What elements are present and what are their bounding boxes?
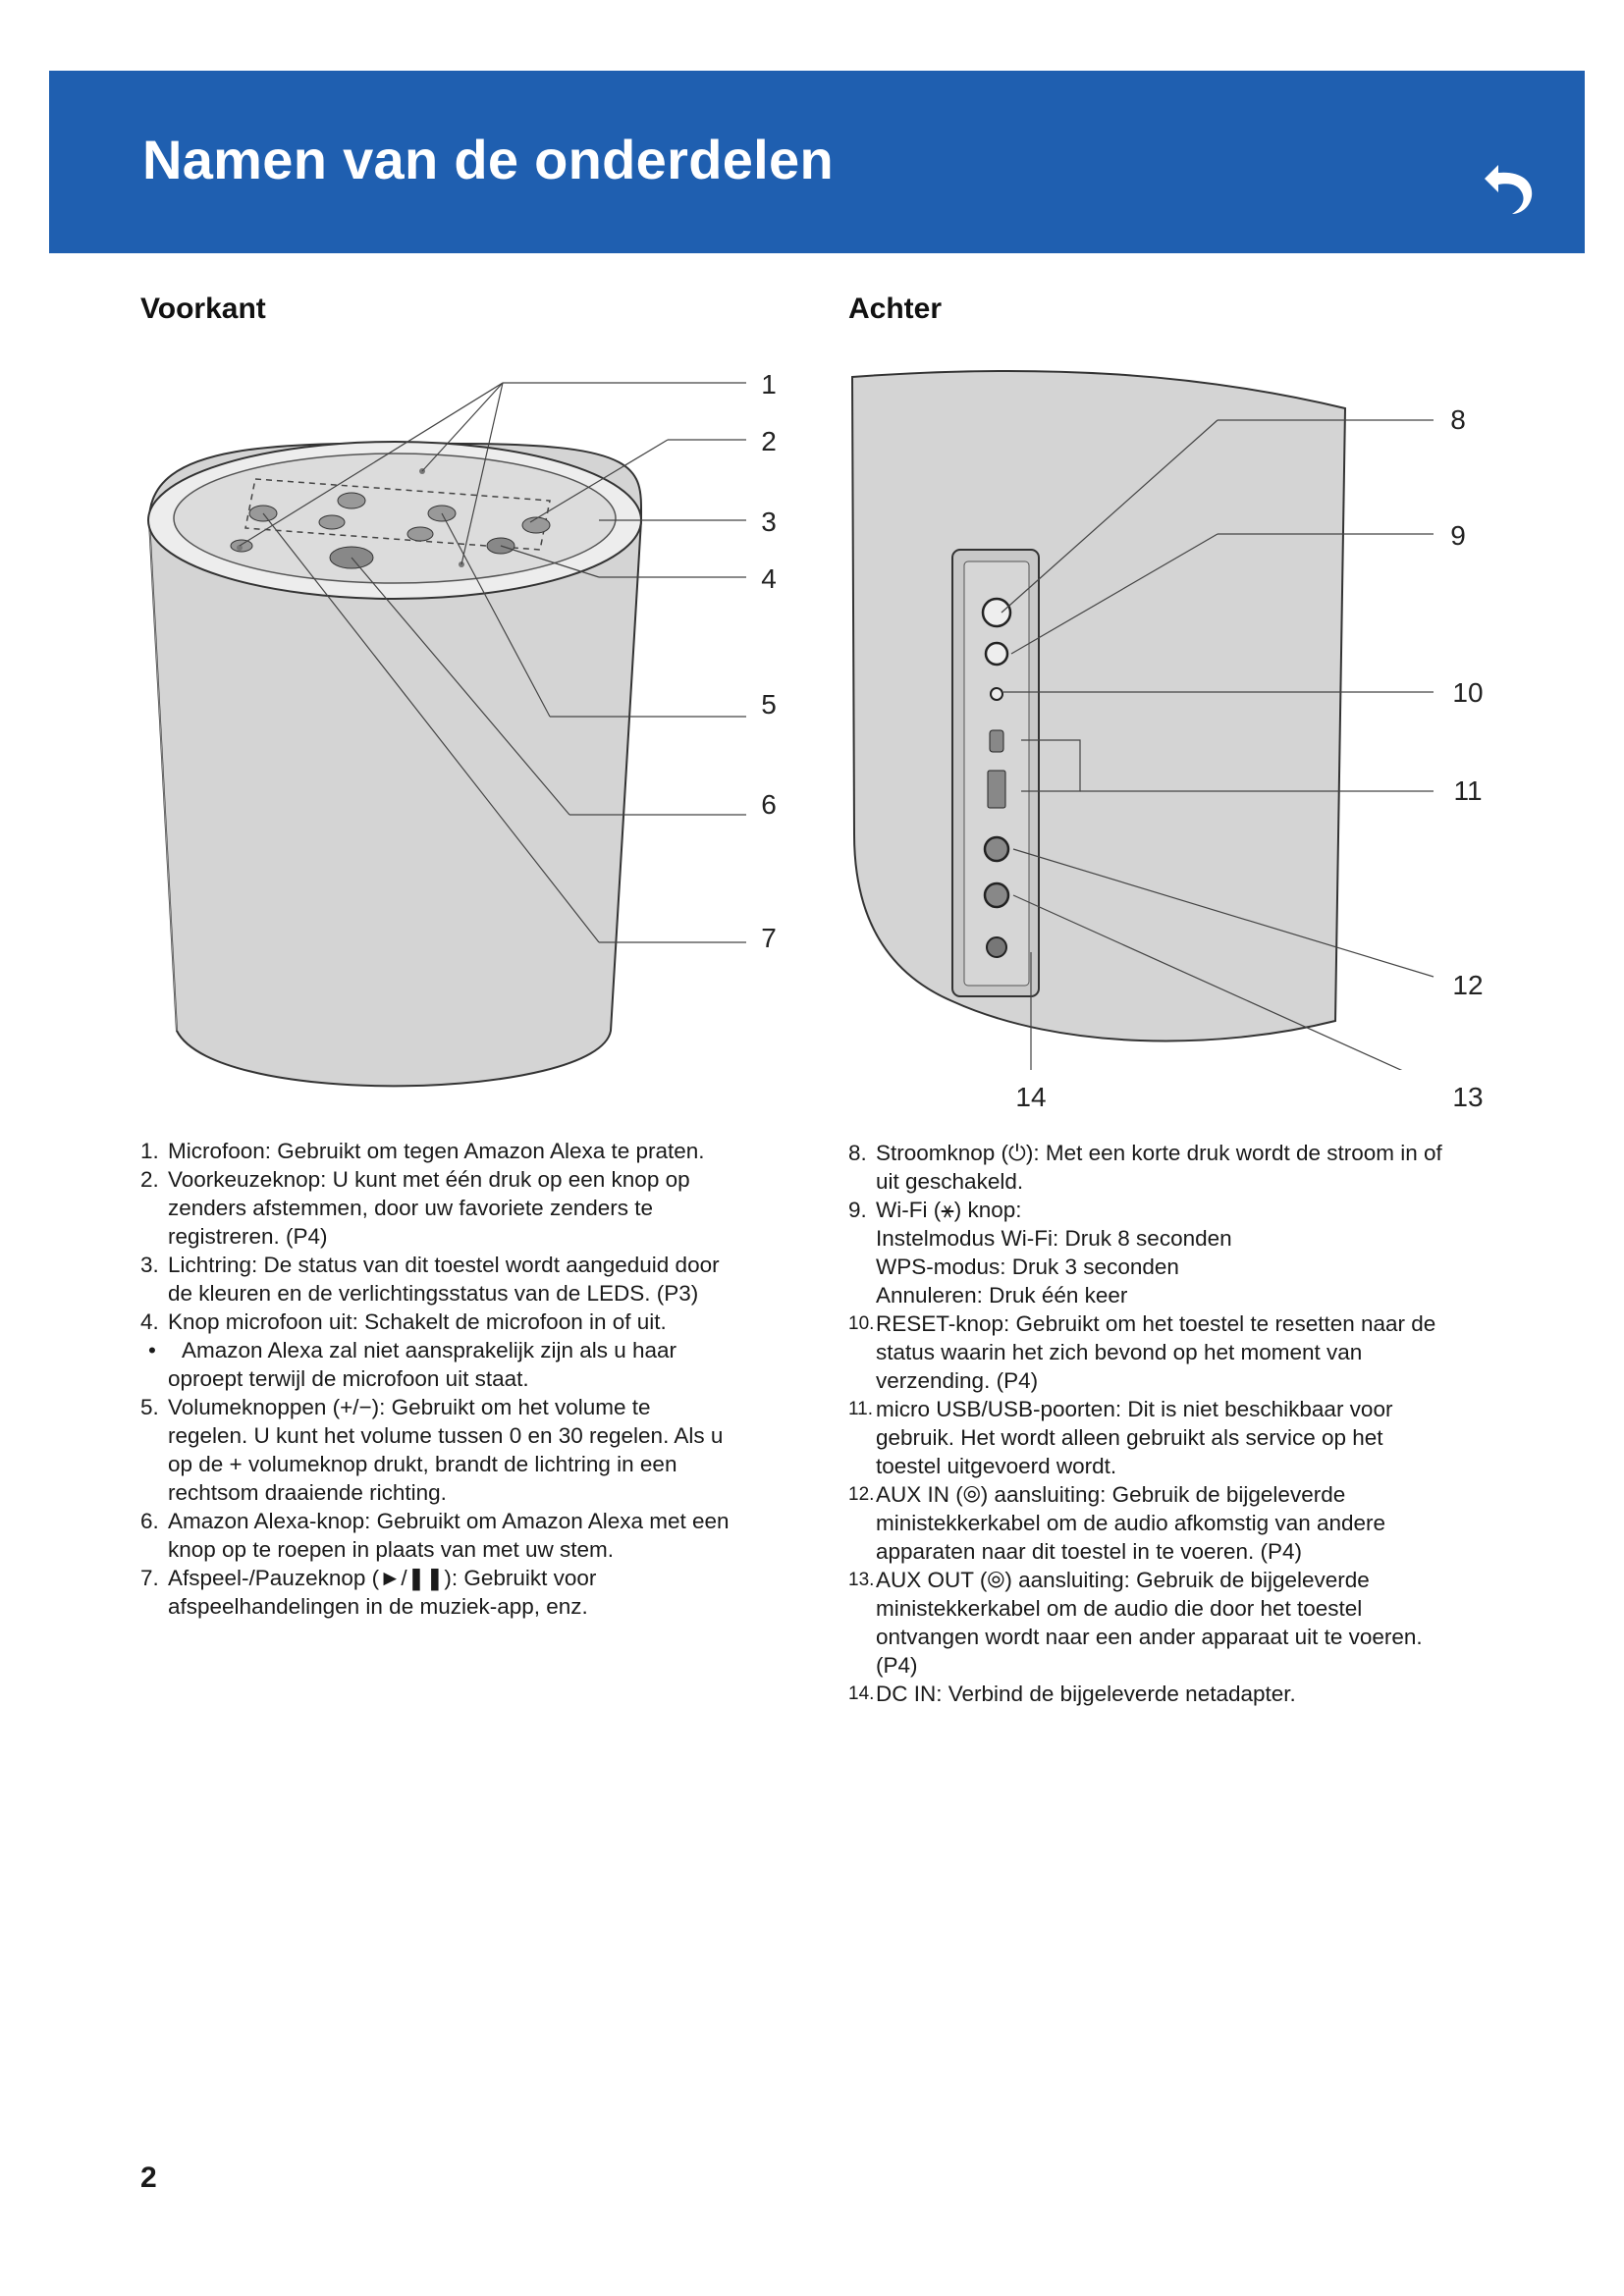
back-parts-list — [848, 1139, 1516, 1708]
list-item: 1. Microfoon: Gebruikt om tegen Amazon Alexa te praten. — [140, 1139, 705, 1163]
front-section-title: Voorkant — [140, 293, 266, 325]
header-banner — [49, 71, 1585, 253]
callout-13: 13 — [1452, 1082, 1484, 1112]
list-item: 8. Stroomknop (⏻): Met een korte druk wordt de stroom in of uit geschakeld. — [848, 1141, 1442, 1194]
callout-8: 8 — [1450, 404, 1466, 435]
callout-2: 2 — [761, 426, 777, 456]
back-speaker-illustration — [844, 363, 1512, 1070]
list-item: 2. Voorkeuzeknop: U kunt met één druk op een knop op zenders afstemmen, door uw favoriete zenders te registreren. (P4) — [140, 1167, 690, 1249]
callout-14: 14 — [1015, 1082, 1047, 1112]
list-note: • Amazon Alexa zal niet aansprakelijk zijn als u haar — [148, 1338, 677, 1362]
list-item: 3. Lichtring: De status van dit toestel wordt aangeduid door de kleuren en de verlichtingsstatus van de LEDS. (P3) — [140, 1253, 720, 1306]
callout-3: 3 — [761, 507, 777, 537]
callout-7: 7 — [761, 923, 777, 953]
list-item: 11. micro USB/USB-poorten: Dit is niet beschikbaar voor gebruik. Het wordt alleen gebruikt als service op het toestel uitgevoerd wordt. — [848, 1397, 1393, 1478]
list-note-cont: oproept terwijl de microfoon uit staat. — [168, 1366, 529, 1391]
callout-9: 9 — [1450, 520, 1466, 551]
list-item: 5. Volumeknoppen (+/−): Gebruikt om het volume te regelen. U kunt het volume tussen 0 en 30 regelen. Als u op de + volumeknop drukt, brandt de lichtring in een rechtsom draaiende richting. — [140, 1395, 724, 1505]
list-item: 12. AUX IN (⦾) aansluiting: Gebruik de bijgeleverde ministekkerkabel om de audio afkomstig van andere apparaten naar dit toestel in te voeren. (P4) — [848, 1482, 1386, 1564]
front-parts-list — [140, 1137, 788, 1621]
callout-11: 11 — [1453, 775, 1483, 806]
callout-12: 12 — [1452, 970, 1484, 1000]
list-item: 6. Amazon Alexa-knop: Gebruikt om Amazon Alexa met een knop op te roepen in plaats van met uw stem. — [140, 1509, 730, 1562]
back-section-title: Achter — [848, 293, 943, 325]
callout-5: 5 — [761, 689, 777, 720]
list-item: 9. Wi-Fi (⚹) knop: — [848, 1198, 1022, 1222]
page-title: Namen van de onderdelen — [142, 129, 834, 190]
callout-4: 4 — [761, 563, 777, 594]
return-arrow-icon[interactable] — [1473, 159, 1543, 218]
callout-10: 10 — [1452, 677, 1484, 708]
list-item: 4. Knop microfoon uit: Schakelt de microfoon in of uit. — [140, 1309, 667, 1334]
list-item: 10. RESET-knop: Gebruikt om het toestel te resetten naar de status waarin het zich bevond op het moment van verzending. (P4) — [848, 1311, 1436, 1393]
front-speaker-illustration — [137, 353, 805, 1119]
callout-1: 1 — [761, 369, 777, 400]
callout-6: 6 — [761, 789, 777, 820]
page-number: 2 — [140, 2162, 157, 2194]
list-item: 13. AUX OUT (⦾) aansluiting: Gebruik de bijgeleverde ministekkerkabel om de audio die door het toestel ontvangen wordt naar een ander apparaat uit te voeren. (P4) — [848, 1568, 1423, 1678]
list-subitems: Instelmodus Wi-Fi: Druk 8 seconden WPS-modus: Druk 3 seconden Annuleren: Druk één keer — [876, 1226, 1232, 1308]
list-item: 7. Afspeel-/Pauzeknop (►/❚❚): Gebruikt voor afspeelhandelingen in de muziek-app, enz. — [140, 1566, 597, 1619]
list-item: 14. DC IN: Verbind de bijgeleverde netadapter. — [848, 1682, 1296, 1706]
